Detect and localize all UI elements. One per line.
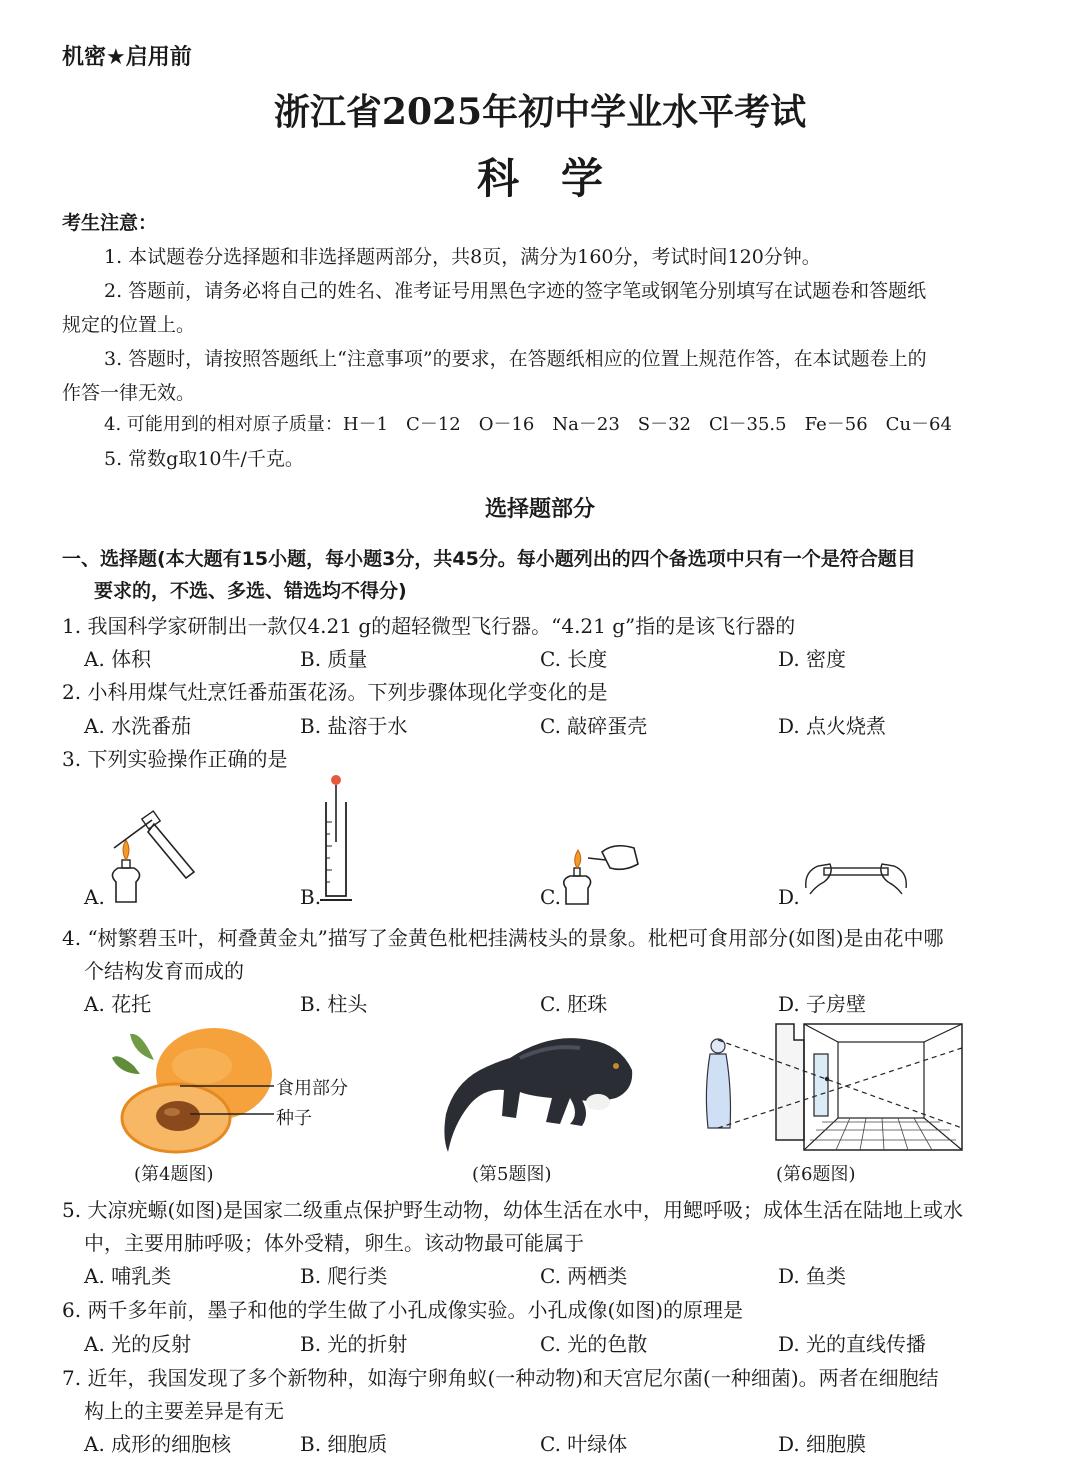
salamander-figure: [420, 1018, 640, 1154]
label-edible-part: 食用部分: [276, 1078, 348, 1099]
notice-heading: 考生注意：: [62, 212, 158, 234]
option-c[interactable]: C. 长度: [540, 647, 608, 671]
option-d[interactable]: D. 密度: [778, 647, 847, 671]
notice-item: 4. 可能用到的相对原子质量：H－1 C－12 O－16 Na－23 S－32 Cl－35.5 Fe－56 Cu－64: [104, 414, 952, 435]
option-a[interactable]: A. 体积: [84, 647, 152, 671]
option-d[interactable]: D.: [778, 885, 800, 909]
option-a[interactable]: A. 光的反射: [84, 1332, 192, 1356]
question-stem: 6. 两千多年前，墨子和他的学生做了小孔成像实验。小孔成像(如图)的原理是: [62, 1298, 744, 1322]
confidential-mark: 机密★启用前: [62, 45, 192, 70]
lab-figure-c: [558, 838, 646, 908]
option-d[interactable]: D. 点火烧煮: [778, 714, 887, 738]
option-a[interactable]: A.: [84, 885, 105, 909]
question-stem: 中，主要用肺呼吸；体外受精，卵生。该动物最可能属于: [84, 1231, 584, 1255]
option-c[interactable]: C. 光的色散: [540, 1332, 648, 1356]
question-stem: 7. 近年，我国发现了多个新物种，如海宁卵角蚁(一种动物)和天宫尼尔菌(一种细菌)。两者在细胞结: [62, 1366, 939, 1390]
question-stem: 构上的主要差异是有无: [84, 1399, 284, 1423]
option-b[interactable]: B. 盐溶于水: [300, 714, 408, 738]
option-d[interactable]: D. 光的直线传播: [778, 1332, 927, 1356]
notice-item: 3. 答题时，请按照答题纸上“注意事项”的要求，在答题纸相应的位置上规范作答，在本试题卷上的: [104, 348, 927, 370]
option-d[interactable]: D. 子房壁: [778, 992, 867, 1016]
section-title: 选择题部分: [484, 497, 595, 522]
question-stem: 个结构发育而成的: [84, 959, 244, 983]
option-a[interactable]: A. 花托: [84, 992, 152, 1016]
question-stem: 2. 小科用煤气灶烹饪番茄蛋花汤。下列步骤体现化学变化的是: [62, 680, 608, 704]
option-d[interactable]: D. 细胞膜: [778, 1432, 867, 1456]
lab-figure-b: [316, 772, 356, 906]
exam-title: 浙江省2025年初中学业水平考试: [273, 91, 807, 133]
option-c[interactable]: C. 叶绿体: [540, 1432, 628, 1456]
option-a[interactable]: A. 水洗番茄: [84, 714, 192, 738]
option-c[interactable]: C.: [540, 885, 561, 909]
subject-title: 科 学: [476, 154, 603, 203]
loquat-label-lines: [180, 1080, 280, 1120]
lab-figure-a: [104, 810, 204, 906]
question-stem: 4. “树繁碧玉叶，柯叠黄金丸”描写了金黄色枇杷挂满枝头的景象。枇杷可食用部分(如图)是由花中哪: [62, 926, 944, 950]
question-stem: 3. 下列实验操作正确的是: [62, 747, 288, 771]
notice-item: 规定的位置上。: [62, 314, 196, 336]
option-c[interactable]: C. 两栖类: [540, 1264, 628, 1288]
option-b[interactable]: B. 光的折射: [300, 1332, 408, 1356]
option-d[interactable]: D. 鱼类: [778, 1264, 847, 1288]
option-a[interactable]: A. 哺乳类: [84, 1264, 172, 1288]
option-b[interactable]: B. 细胞质: [300, 1432, 388, 1456]
notice-item: 2. 答题前，请务必将自己的姓名、准考证号用黑色字迹的签字笔或钢笔分别填写在试题卷和答题纸: [104, 280, 927, 302]
option-a[interactable]: A. 成形的细胞核: [84, 1432, 232, 1456]
option-c[interactable]: C. 敲碎蛋壳: [540, 714, 648, 738]
lab-figure-d: [800, 852, 912, 896]
option-c[interactable]: C. 胚珠: [540, 992, 608, 1016]
figure-6-caption: (第6题图): [776, 1164, 856, 1185]
section-instructions: 一、选择题(本大题有15小题，每小题3分，共45分。每小题列出的四个备选项中只有一个是符合题目: [62, 548, 916, 570]
notice-item: 1. 本试题卷分选择题和非选择题两部分，共8页，满分为160分，考试时间120分钟。: [104, 246, 821, 268]
notice-item: 5. 常数g取10牛/千克。: [104, 448, 304, 470]
question-stem: 1. 我国科学家研制出一款仅4.21 g的超轻微型飞行器。“4.21 g”指的是该飞行器的: [62, 614, 796, 638]
option-b[interactable]: B.: [300, 885, 322, 909]
option-b[interactable]: B. 爬行类: [300, 1264, 388, 1288]
option-b[interactable]: B. 柱头: [300, 992, 368, 1016]
option-b[interactable]: B. 质量: [300, 647, 368, 671]
notice-item: 作答一律无效。: [62, 382, 196, 404]
question-stem: 5. 大凉疣螈(如图)是国家二级重点保护野生动物，幼体生活在水中，用鳃呼吸；成体生活在陆地上或水: [62, 1198, 964, 1222]
figure-4-caption: (第4题图): [134, 1164, 214, 1185]
figure-5-caption: (第5题图): [472, 1164, 552, 1185]
section-instructions: 要求的，不选、多选、错选均不得分): [94, 580, 407, 602]
label-seed: 种子: [276, 1108, 312, 1129]
pinhole-figure: [700, 1020, 966, 1154]
